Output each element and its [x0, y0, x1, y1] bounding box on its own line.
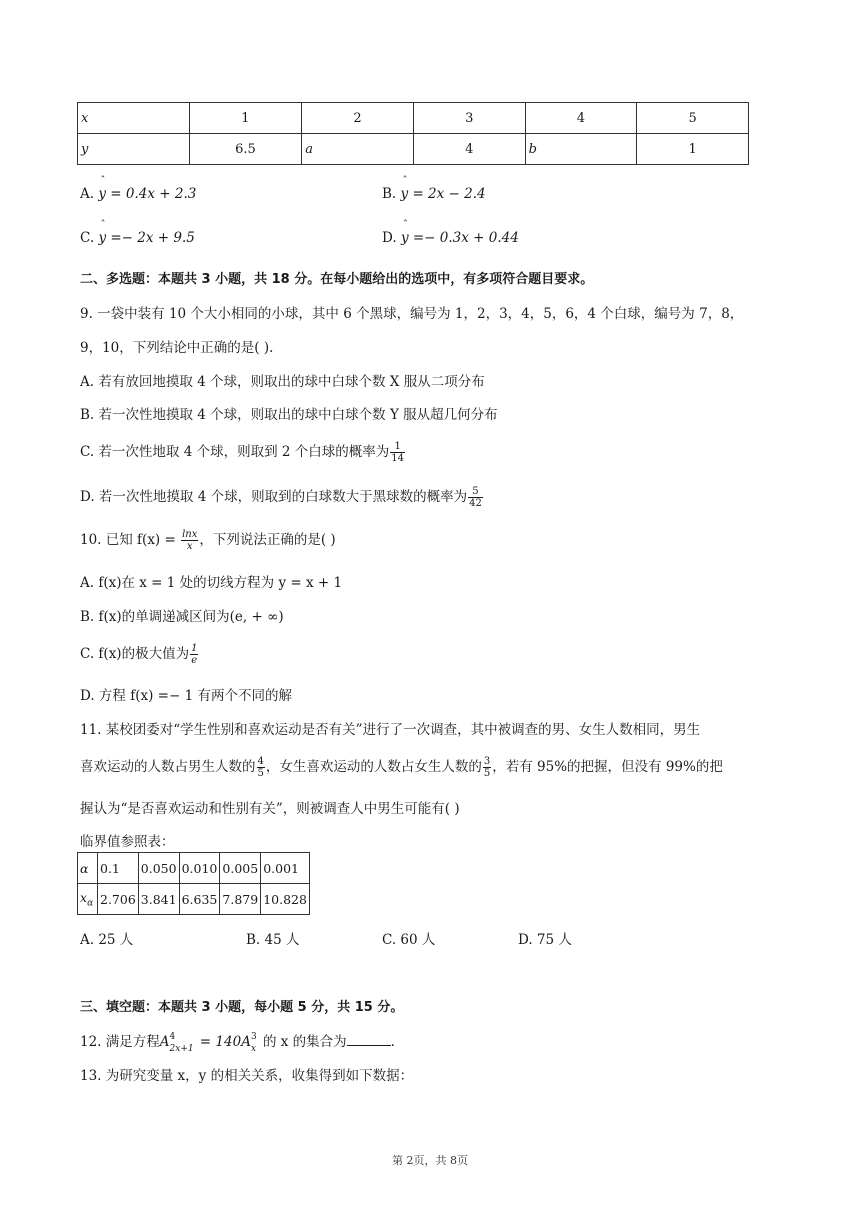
fraction	[483, 756, 491, 779]
numerator: 1	[191, 643, 198, 654]
table-cell: 2	[302, 103, 414, 134]
denominator: 5	[483, 768, 491, 779]
table-cell: 6.635	[179, 884, 220, 915]
sub-sup: 3 x	[250, 1031, 257, 1054]
table-cell: 1	[637, 134, 749, 165]
page-footer: 第 2页，共 8页	[392, 1154, 468, 1167]
sub-sup: 4 2x+1	[169, 1031, 194, 1054]
q9-option-b: B. 若一次性地摸取 4 个球，则取出的球中白球个数 Y 服从超几何分布	[80, 407, 498, 423]
q10-option-b: B. f(x)的单调递减区间为(e, + ∞)	[80, 609, 284, 625]
table-row	[78, 884, 310, 915]
table-cell: 0.010	[179, 853, 220, 884]
q9-option-a: A. 若有放回地摸取 4 个球，则取出的球中白球个数 X 服从二项分布	[80, 374, 485, 390]
stem-text: 12. 满足方程	[80, 1034, 160, 1050]
option-label: B.	[382, 186, 401, 202]
perm-a-x-3: A 3 x	[241, 1034, 263, 1050]
q9-stem-line1: 9. 一袋中装有 10 个大小相同的小球，其中 6 个黑球，编号为 1，2，3，4，5，6，4 个白球，编号为 7，8，	[80, 306, 744, 322]
y-hat: ˆ y	[98, 230, 106, 246]
table-cell: 6.5	[189, 134, 302, 165]
denominator: 42	[469, 498, 482, 509]
stem-text: .	[390, 1034, 395, 1050]
table-cell: 3.841	[138, 884, 179, 915]
q10-option-a: A. f(x)在 x = 1 处的切线方程为 y = x + 1	[80, 575, 343, 591]
y-hat: ˆ y	[401, 230, 409, 246]
table-cell: 7.879	[220, 884, 261, 915]
option-equation: =− 2x + 9.5	[110, 230, 195, 246]
table-cell: 5	[637, 103, 749, 134]
table-cell: 2.706	[98, 884, 139, 915]
denominator: 14	[391, 453, 405, 464]
option-equation: =− 0.3x + 0.44	[412, 230, 519, 246]
option-label: A.	[80, 186, 99, 202]
numerator: lnx	[182, 529, 198, 540]
option-label: C.	[80, 230, 99, 246]
stem-text: ，下列说法正确的是( )	[199, 532, 336, 548]
critical-table-caption: 临界值参照表：	[80, 834, 175, 850]
stem-text: ，女生喜欢运动的人数占女生人数的	[265, 759, 482, 775]
table-cell: 0.005	[220, 853, 261, 884]
fraction	[190, 643, 198, 666]
answer-blank[interactable]	[347, 1033, 391, 1046]
q11-stem-line1: 11. 某校团委对“学生性别和喜欢运动是否有关”进行了一次调查，其中被调查的男、女生人数相同，男生	[80, 722, 701, 738]
table-cell: x	[78, 103, 190, 134]
option-equation: = 0.4x + 2.3	[110, 186, 197, 202]
q8-option-c	[80, 230, 195, 246]
numerator: 4	[257, 756, 264, 767]
q13-stem: 13. 为研究变量 x，y 的相关关系，收集得到如下数据：	[80, 1068, 414, 1084]
q10-stem	[80, 528, 336, 552]
fraction	[468, 486, 483, 509]
table-cell: a	[302, 134, 414, 165]
stem-text: ，若有 95%的把握，但没有 99%的把	[492, 759, 723, 775]
table-row	[78, 853, 310, 884]
option-equation: = 2x − 2.4	[412, 186, 486, 202]
cell-text: x	[80, 889, 88, 905]
q9-option-c	[80, 440, 406, 464]
table-row	[78, 134, 749, 165]
numerator: 5	[468, 486, 483, 498]
fraction	[181, 529, 198, 552]
equation-text: = 140	[195, 1034, 242, 1050]
q9-stem-line2: 9，10，下列结论中正确的是( ).	[80, 340, 274, 356]
option-text: C. f(x)的极大值为	[80, 646, 190, 662]
stem-text: 10. 已知 f(x) =	[80, 532, 181, 548]
subscript: α	[87, 898, 94, 909]
denominator: 5	[257, 768, 264, 779]
q11-option-d: D. 75 人	[518, 932, 572, 948]
stem-text: 喜欢运动的人数占男生人数的	[80, 759, 256, 775]
table-cell: 4	[413, 134, 525, 165]
table-cell: 1	[189, 103, 302, 134]
fraction	[390, 441, 405, 464]
q11-option-b: B. 45 人	[246, 932, 300, 948]
q11-option-a: A. 25 人	[80, 932, 134, 948]
table-cell: α	[78, 853, 98, 884]
critical-value-table	[77, 852, 310, 915]
table-cell: y	[78, 134, 190, 165]
perm-a-2x1-4: A 4 2x+1	[159, 1031, 194, 1054]
q11-stem-line2	[80, 755, 723, 779]
section-heading: 二、多选题：本题共 3 小题，共 18 分。在每小题给出的选项中，有多项符合题目要求。	[80, 272, 594, 287]
q8-option-a	[80, 186, 196, 202]
denominator: e	[191, 655, 198, 666]
q11-stem-line3: 握认为“是否喜欢运动和性别有关”，则被调查人中男生可能有( )	[80, 801, 460, 817]
option-text: C. 若一次性地取 4 个球，则取到 2 个白球的概率为	[80, 444, 390, 460]
q12-stem	[80, 1030, 395, 1054]
q10-option-d: D. 方程 f(x) =− 1 有两个不同的解	[80, 688, 292, 704]
q9-option-d	[80, 485, 484, 509]
fraction	[257, 756, 265, 779]
y-hat: ˆ y	[98, 186, 106, 202]
table-cell: 0.050	[138, 853, 179, 884]
q8-option-d	[382, 230, 519, 246]
table-cell: 0.001	[261, 853, 310, 884]
table-cell	[78, 884, 98, 915]
section-heading: 三、填空题：本题共 3 小题，每小题 5 分，共 15 分。	[80, 1000, 404, 1015]
y-hat: ˆ y	[401, 186, 409, 202]
option-label: D.	[382, 230, 401, 246]
xy-data-table	[77, 102, 749, 165]
q8-option-b	[382, 186, 486, 202]
q11-option-c: C. 60 人	[382, 932, 436, 948]
numerator: 1	[390, 441, 405, 453]
table-cell: 0.1	[98, 853, 139, 884]
table-cell: 3	[413, 103, 525, 134]
table-cell: b	[525, 134, 637, 165]
table-cell: 10.828	[261, 884, 310, 915]
denominator: x	[186, 541, 193, 552]
table-row	[78, 103, 749, 134]
option-text: D. 若一次性地摸取 4 个球，则取到的白球数大于黑球数的概率为	[80, 489, 468, 505]
stem-text: 的 x 的集合为	[262, 1034, 347, 1050]
numerator: 3	[483, 756, 491, 767]
q10-option-c	[80, 642, 199, 666]
table-cell: 4	[525, 103, 637, 134]
